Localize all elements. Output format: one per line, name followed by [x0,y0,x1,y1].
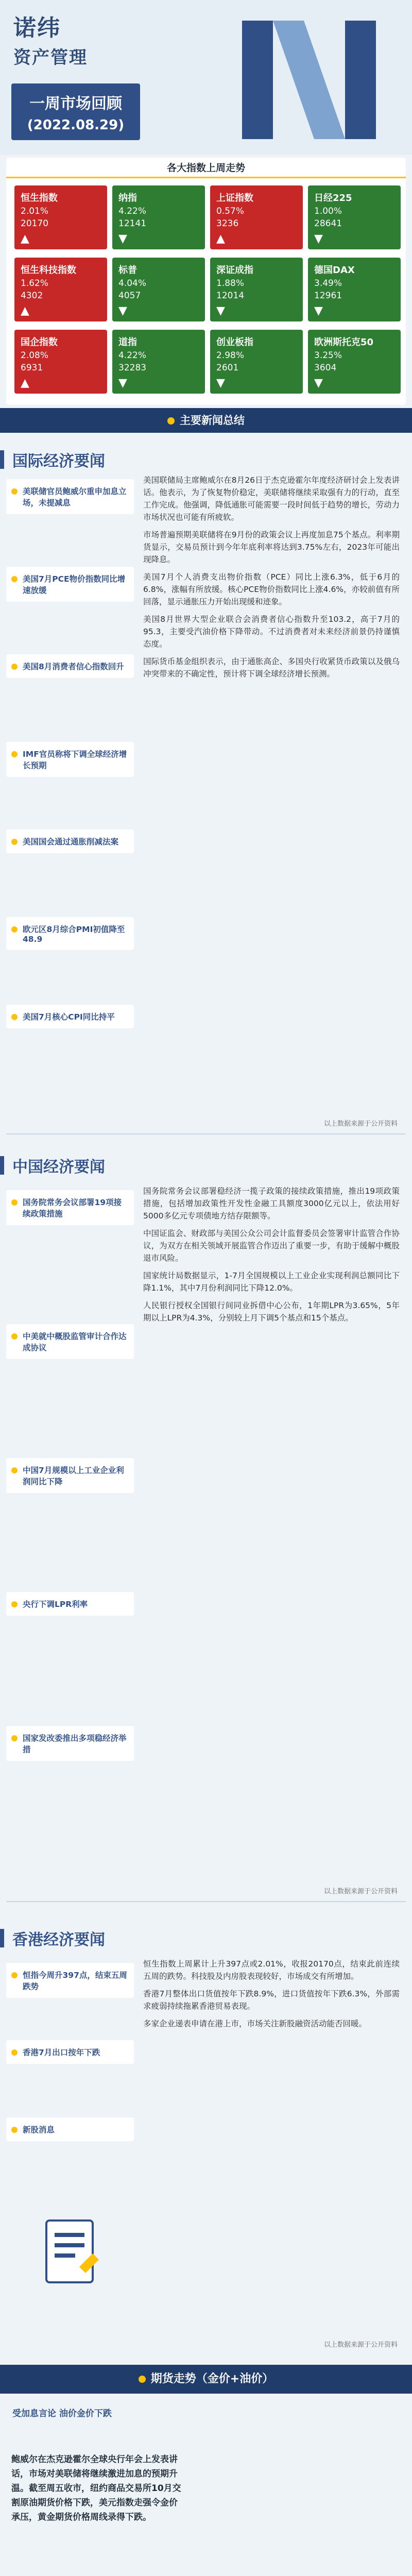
arrow-down-icon: ▼ [216,377,225,389]
arrow-up-icon: ▲ [21,232,29,245]
index-card [210,258,303,321]
index-name: 恒生科技指数 [21,265,76,276]
hk-news-tag: 恒指今周升397点，结束五周跌势 [6,1963,134,1998]
arrow-down-icon: ▼ [118,232,127,245]
index-change: 1.00% [314,206,342,216]
index-name: 深证成指 [216,265,253,276]
index-change: 3.49% [314,278,342,289]
index-card [14,330,107,394]
intl-paragraph: 美国7月个人消费支出物价指数（PCE）同比上涨6.3%，低于6月的6.8%，涨幅有所放缓。核心PCE物价指数同比上涨4.6%，亦较前值有所回落，显示通胀压力开始出现缓和迹象。 [143,572,400,607]
index-name: 标普 [118,265,137,276]
section-bar [0,1929,4,1947]
index-value: 28641 [314,218,342,229]
index-change: 1.88% [216,278,245,289]
divider [6,1901,406,1902]
intl-news-tag: 欧元区8月综合PMI初值降至48.9 [6,917,134,950]
index-name: 德国DAX [314,265,355,276]
china-paragraph: 国家统计局数据显示，1-7月全国规模以上工业企业实现利润总额同比下降1.1%，其中7月份利润同比下降12.0%。 [143,1271,400,1293]
commodity-header [0,2365,412,2394]
index-card [210,330,303,394]
intl-news-tag: 美国7月PCE物价指数同比增速放缓 [6,567,134,602]
index-card [112,185,205,249]
hk-section-label [0,1927,105,1950]
bullet-icon [139,2376,146,2383]
index-change: 3.25% [314,350,342,361]
index-value: 2601 [216,363,239,373]
index-value: 12961 [314,291,342,301]
intl-news-tag: 美国8月消费者信心指数回升 [6,654,134,678]
index-value: 3604 [314,363,337,373]
arrow-down-icon: ▼ [314,377,323,389]
report-banner [11,83,140,140]
intl-news-tag: 美国国会通过通胀削减法案 [6,829,134,853]
intl-news-tag: 美联储官员鲍威尔重申加息立场，未提减息 [6,479,134,514]
index-value: 12014 [216,291,245,301]
arrow-down-icon: ▼ [118,377,127,389]
index-change: 2.08% [21,350,49,361]
index-name: 欧洲斯托克50 [314,337,374,348]
china-note: 以上数据来源于公开资料 [323,1888,398,1895]
index-panel [6,158,406,405]
intl-paragraph: 市场普遍预期美联储将在9月份的政策会议上再度加息75个基点。利率期货显示，交易员预计到今年年底利率将达到3.75%左右，2023年可能出现降息。 [143,530,400,565]
index-name: 上证指数 [216,193,253,204]
index-value: 12141 [118,218,147,229]
arrow-down-icon: ▼ [216,304,225,317]
hk-note: 以上数据来源于公开资料 [323,2341,398,2349]
china-news-tag: 央行下调LPR利率 [6,1592,134,1616]
commodity-left-text: 鲍威尔在杰克逊霍尔全球央行年会上发表讲话，市场对美联储将继续激进加息的预期升温。截至周五收市，纽约商品交易所10月交割原油期货价格下跌，美元指数走强令金价承压，黄金期货价格周线录得下跌。 [11,2454,181,2523]
divider [6,1133,406,1134]
index-card [112,258,205,321]
index-card [308,330,401,394]
index-card [308,185,401,249]
china-paragraph: 中国证监会、财政部与美国公众公司会计监督委员会签署审计监管合作协议，为双方在相关领域开展监管合作迈出了重要一步，有助于缓解中概股退市风险。 [143,1229,400,1263]
commodity-subheader: 受加息言论 油价金价下跌 [12,2409,112,2419]
china-news-tag: 国家发改委推出多项稳经济举措 [6,1726,134,1761]
index-change: 4.04% [118,278,147,289]
index-value: 4057 [118,291,141,301]
index-change: 2.98% [216,350,245,361]
document-icon [41,2215,103,2287]
china-paragraph: 国务院常务会议部署稳经济一揽子政策的接续政策措施，推出19项政策措施，包括增加政策性开发性金融工具额度3000亿元以上，依法用好5000多亿元专项债地方结存限额等。 [143,1187,400,1221]
intl-note: 以上数据来源于公开资料 [323,1120,398,1128]
hk-news-tag: 新股消息 [6,2117,134,2141]
china-paragraph: 人民银行授权全国银行间同业拆借中心公布，1年期LPR为3.65%，5年期以上LPR为4.3%，分别较上月下调5个基点和15个基点。 [143,1301,400,1323]
index-value: 3236 [216,218,239,229]
china-section-title: 中国经济要闻 [12,1158,105,1176]
index-change: 4.22% [118,350,147,361]
index-name: 日经225 [314,193,352,204]
index-value: 20170 [21,218,49,229]
intl-paragraph: 美国8月世界大型企业联合会消费者信心指数升至103.2，高于7月的95.3，主要受汽油价格下降带动。不过消费者对未来经济前景仍持谨慎态度。 [143,615,400,649]
brand-subtitle: 资产管理 [13,47,88,68]
section-bar [0,450,4,469]
report-title: 一周市场回顾 [29,95,122,113]
china-section-label [0,1154,105,1177]
index-change: 0.57% [216,206,245,216]
index-name: 纳指 [118,193,137,204]
n-logo-icon [227,10,391,149]
arrow-up-icon: ▲ [216,232,225,245]
news-section-header [0,408,412,433]
section-bar [0,1156,4,1175]
intl-paragraph: 美国联储局主席鲍威尔在8月26日于杰克逊霍尔年度经济研讨会上发表讲话。他表示，为了恢复物价稳定，美联储将继续采取强有力的行动，直至工作完成。他强调，降低通胀可能需要一段时间低于趋势的增长，劳动力市场状况也可能有所疲软。 [143,476,400,522]
news-section-title: 主要新闻总结 [180,414,245,427]
intl-body [143,474,400,685]
intl-news-tag: IMF官员称将下调全球经济增长预期 [6,742,134,777]
hk-paragraph: 多家企业递表申请在港上市，市场关注新股融资活动能否回暖。 [143,2019,367,2029]
commodity-title: 期货走势（金价+油价） [150,2372,274,2385]
hk-body [143,1958,400,2035]
intl-section-title: 国际经济要闻 [12,452,105,470]
china-news-tag: 中国7月规模以上工业企业利润同比下降 [6,1458,134,1493]
arrow-down-icon: ▼ [314,232,323,245]
index-value: 32283 [118,363,147,373]
intl-news-tag: 美国7月核心CPI同比持平 [6,1005,134,1028]
hk-news-tag: 香港7月出口按年下跌 [6,2040,134,2064]
intl-section-label [0,448,105,471]
index-value: 6931 [21,363,43,373]
index-name: 道指 [118,337,137,348]
hero-header [0,0,412,155]
index-panel-title: 各大指数上周走势 [6,158,406,178]
index-card [14,258,107,321]
arrow-up-icon: ▲ [21,304,29,317]
index-card [210,185,303,249]
index-change: 2.01% [21,206,49,216]
brand-name: 诺纬 [13,15,61,41]
arrow-down-icon: ▼ [118,304,127,317]
index-change: 1.62% [21,278,49,289]
index-card [308,258,401,321]
hk-paragraph: 香港7月整体出口货值按年下跌8.9%，进口货值按年下跌6.3%，外部需求疲弱持续拖累香港贸易表现。 [143,1989,400,2011]
china-news-tag: 中美就中概股监管审计合作达成协议 [6,1324,134,1359]
index-card [112,330,205,394]
arrow-up-icon: ▲ [21,377,29,389]
bullet-icon [167,417,175,425]
index-card [14,185,107,249]
index-name: 国企指数 [21,337,58,348]
hk-paragraph: 恒生指数上周累计上升397点或2.01%，收报20170点，结束此前连续五周的跌势。科技股及内房股表现较好，市场成交有所增加。 [143,1959,400,1981]
china-body [143,1185,400,1329]
index-change: 4.22% [118,206,147,216]
hk-section-title: 香港经济要闻 [12,1931,105,1949]
report-date: (2022.08.29) [27,117,125,133]
arrow-down-icon: ▼ [314,304,323,317]
index-name: 创业板指 [216,337,253,348]
intl-paragraph: 国际货币基金组织表示，由于通胀高企、多国央行收紧货币政策以及俄乌冲突带来的不确定性，预计将下调全球经济增长预测。 [143,657,400,679]
index-value: 4302 [21,291,43,301]
index-name: 恒生指数 [21,193,58,204]
china-news-tag: 国务院常务会议部署19项接续政策措施 [6,1190,134,1225]
